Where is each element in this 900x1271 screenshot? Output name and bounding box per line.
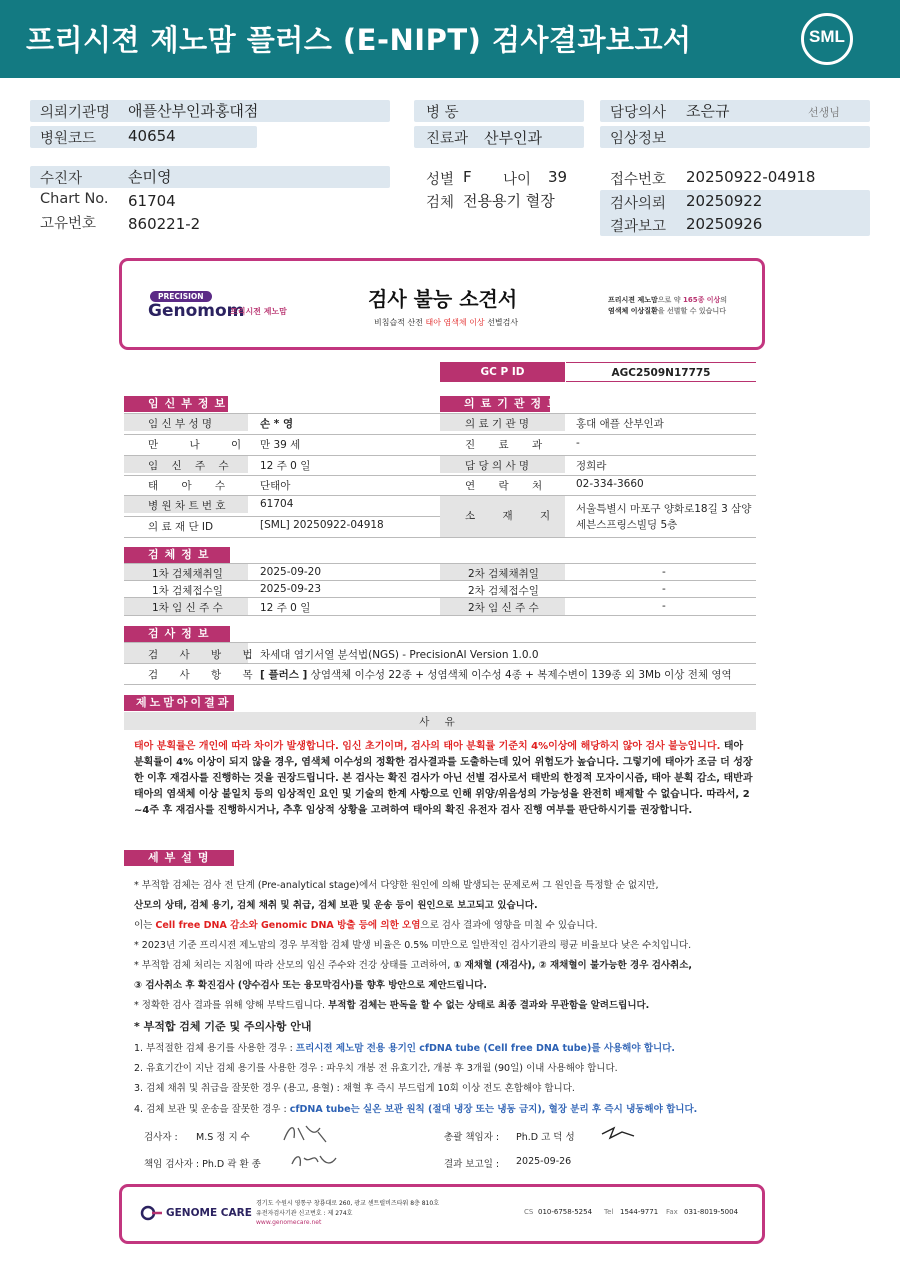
guide-title: * 부적합 검체 기준 및 주의사항 안내 [134,1020,312,1033]
doctor-value: 조은규 [686,102,730,120]
s1-wk-value: 12 주 0 일 [260,602,311,614]
section-test-info: 검사정보 [124,626,230,642]
m-addr-value-1: 서울특별시 마포구 양화로18길 3 삼양 [576,503,752,515]
ward-label: 병 동 [426,105,459,121]
responsible-tester: 책임 검사자 : Ph.D 곽 환 종 [144,1159,261,1170]
chart-value: 61704 [128,192,176,210]
m-dept-label: 진 료 과 [465,439,553,451]
guide-line-3: 3. 검체 채취 및 취급을 잘못한 경우 (용고, 용혈) : 채혈 후 즉시 부드럽게 10회 이상 전도 혼합해야 합니다. [134,1083,575,1094]
specimen-label: 검체 [426,195,455,211]
sml-logo-text: SML [809,27,845,46]
detail-line-1: * 부적합 검체는 검사 전 단계 (Pre-analytical stage)에서 다양한 원인에 의해 발생되는 문제로써 그 원인을 특정할 순 없지만, [134,880,659,891]
report-header-card [119,258,765,350]
p-weeks-value: 12 주 0 일 [260,460,311,472]
footer-address-2: 유전자검사기관 신고번호 : 제 274호 [256,1210,353,1217]
guide-line-4: 4. 검체 보관 및 운송을 잘못한 경우 : cfDNA tube는 실온 보관 원칙 (절대 냉장 또는 냉동 금지), 혈장 분리 후 즉시 냉동해야 합니다. [134,1104,698,1115]
detail-line-4: * 2023년 기준 프리시젼 제노맘의 경우 부적합 검체 발생 비율은 0.5% 미만으로 일반적인 검사기관의 평균 비율보다 낮은 수치입니다. [134,940,692,951]
m-tel-value: 02-334-3660 [576,478,644,490]
clinical-label: 임상정보 [610,131,667,147]
p-age-label: 만 나 이 [148,439,256,451]
section-result: 제노맘아이결과 [124,695,234,711]
m-tel-label: 연 락 처 [465,480,553,492]
chief-signature-icon [600,1124,636,1142]
s2-recv-label: 2차 검체접수일 [468,585,539,597]
promo-line-2: 염색체 이상질환을 선별할 수 있습니다 [608,307,726,315]
patient-label: 수진자 [40,171,83,187]
reason-label: 사 유 [419,716,461,728]
tester-name: M.S 정 지 수 [196,1132,250,1143]
guide-line-2: 2. 유효기간이 지난 검체 용기를 사용한 경우 : 파우치 개봉 전 유효기간, 개봉 후 3개월 (90일) 이내 사용해야 합니다. [134,1063,618,1074]
section-detail: 세부설명 [124,850,234,866]
section-medical-info: 의료기관정보 [440,396,550,412]
guide-line-1: 1. 부적절한 검체 용기를 사용한 경우 : 프리시젼 제노맘 전용 용기인 cfDNA tube (Cell free DNA tube)를 사용해야 합니다. [134,1043,675,1054]
m-inst-value: 홍대 애플 산부인과 [576,418,664,430]
accession-label: 접수번호 [610,172,667,188]
cs-value: 010-6758-5254 [538,1208,593,1216]
m-addr-value-2: 세븐스프링스빌딩 5층 [576,519,678,531]
genome-care-logo-icon [140,1205,164,1221]
m-addr-label: 소 재 지 [465,510,563,522]
sex-value: F [463,168,472,186]
tester-label: 검사자 : [144,1132,178,1143]
detail-line-5: * 부적합 검체 처리는 지침에 따라 산모의 임신 주수와 건강 상태를 고려하여, ① 재채혈 (재검사), ② 재채혈이 불가능한 경우 검사취소, [134,960,693,971]
s1-wk-label: 1차 임 신 주 수 [152,602,223,614]
brand-kr: 프리시젼 제노맘 [230,307,287,316]
hospital-value: 애플산부인과홍대점 [128,102,259,120]
fax-label: Fax [666,1208,678,1216]
promo-line-1: 프리시젼 제노맘으로 약 165종 이상의 [608,296,728,304]
chief-name: Ph.D 고 덕 성 [516,1132,575,1143]
reason-header [124,712,756,730]
accession-value: 20250922-04918 [686,168,816,186]
p-name-value: 손 * 영 [260,418,294,430]
method-label: 검 사 방 법 [148,649,262,661]
header-bar [0,0,900,78]
report-label: 결과보고 [610,219,667,235]
s2-wk-value: - [662,600,666,612]
result-date-label: 결과 보고일 : [444,1159,500,1170]
section-specimen-info: 검체정보 [124,547,230,563]
tel-value: 1544-9771 [620,1208,659,1216]
sex-label: 성별 [426,172,455,188]
report-subtitle: 비침습적 산전 태아 염색체 이상 선별검사 [374,318,519,327]
detail-line-3: 이는 Cell free DNA 감소와 Genomic DNA 방출 등에 의한 오염으로 검사 결과에 영향을 미칠 수 있습니다. [134,920,598,931]
p-chart-label: 병 원 차 트 번 호 [148,500,226,512]
s2-coll-value: - [662,566,666,578]
reason-text: 태아 분획률은 개인에 따라 차이가 발생합니다. 임신 초기이며, 검사의 태아 분획률 기준치 4%이상에 해당하지 않아 검사 불능입니다. 태아 분획률이 4% 이상이 되지 않을 경우, 염색체 이수성의 정확한 검사결과를 도출하는데 있어 위험도가 높습니다. 그렇기에 태아가 조금 더 성장한 이후 재검사를 진행하는 것을 권장드립니다. 본 검사는 확진 검사가 아닌 선별 검사로서 태반의 한정적 모자이시즘, 태아 분획 감소, 태반과 태아의 염색체 이상 불일치 등의 임상적인 요인 및 기술의 한계 사항으로 인해 위양/위음성의 가능성을 완전히 배제할 수 없습니다. 따라서, 2~4주 후 재검사를 진행하시거나, 추후 임상적 상황을 고려하여 태아의 확진 유전자 검사 진행 여부를 판단하시기를 권장합니다. [134,741,753,816]
footer-address-1: 경기도 수원시 영통구 창룡대로 260, 광교 센트럴비즈타워 8층 810호 [256,1200,439,1207]
age-value: 39 [548,168,568,186]
specimen-value: 전용용기 혈장 [463,192,555,210]
gcp-id-value: AGC2509N17775 [566,362,756,382]
m-doc-label: 담 당 의 사 명 [465,460,530,472]
m-dept-value: - [576,437,580,449]
dept-label: 진료과 [426,131,469,147]
p-medid-value: [SML] 20250922-04918 [260,519,384,531]
s1-recv-label: 1차 검체접수일 [152,585,223,597]
code-label: 병원코드 [40,131,97,147]
p-fetus-label: 태 아 수 [148,480,236,492]
dept-value: 산부인과 [484,129,542,147]
footer-card [119,1184,765,1244]
request-label: 검사의뢰 [610,196,667,212]
m-doc-value: 정희라 [576,460,607,472]
s2-coll-label: 2차 검체채취일 [468,568,539,580]
brand-badge: PRECISION [150,291,212,302]
doctor-label: 담당의사 [610,105,667,121]
chief-label: 총괄 책임자 : [444,1132,500,1143]
s1-coll-label: 1차 검체채취일 [152,568,223,580]
s2-wk-label: 2차 임 신 주 수 [468,602,539,614]
method-value: 차세대 염기서열 분석법(NGS) - PrecisionAI Version 1.0.0 [260,649,539,661]
responsible-signature-icon [288,1148,340,1172]
uid-label: 고유번호 [40,216,97,232]
hospital-label: 의뢰기관명 [40,105,111,121]
page-title: 프리시젼 제노맘 플러스 (E-NIPT) 검사결과보고서 [26,23,692,57]
code-value: 40654 [128,127,176,145]
s2-recv-value: - [662,583,666,595]
tester-signature-icon [280,1120,336,1146]
s1-coll-value: 2025-09-20 [260,566,322,578]
p-age-value: 만 39 세 [260,439,301,451]
m-inst-label: 의 료 기 관 명 [465,418,530,430]
items-label: 검 사 항 목 [148,669,262,681]
report-value: 20250926 [686,215,763,233]
detail-line-7: * 정확한 검사 결과를 위해 양해 부탁드립니다. 부적합 검체는 판독을 할 수 없는 상태로 최종 결과와 무관함을 알려드립니다. [134,1000,650,1011]
patient-value: 손미영 [128,168,172,186]
info-bar [30,166,390,188]
request-value: 20250922 [686,192,763,210]
tel-label: Tel [604,1208,614,1216]
doctor-suffix: 선생님 [808,106,840,119]
age-label: 나이 [503,172,532,188]
gcp-id-label: GC P ID [440,362,565,382]
s1-recv-value: 2025-09-23 [260,583,322,595]
cs-label: CS [524,1208,534,1216]
report-title: 검사 불능 소견서 [368,287,518,311]
detail-line-6: ③ 검사취소 후 확진검사 (양수검사 또는 융모막검사)를 향후 방안으로 제안드립니다. [134,980,487,991]
result-date-value: 2025-09-26 [516,1156,572,1167]
brand-name: Genomom [148,301,245,321]
items-value: [ 플러스 ] 상염색체 이수성 22종 + 성염색체 이수성 4종 + 복제수변이 139종 외 3Mb 이상 전체 영역 [260,669,732,681]
p-medid-label: 의 료 재 단 ID [148,521,214,533]
uid-value: 860221-2 [128,215,201,233]
company-name: GENOME CARE [166,1207,252,1219]
detail-line-2: 산모의 상태, 검체 용기, 검체 채취 및 취급, 검체 보관 및 운송 등이 원인으로 보고되고 있습니다. [134,900,538,911]
chart-label: Chart No. [40,191,109,207]
footer-website: www.genomecare.net [256,1219,322,1226]
fax-value: 031-8019-5004 [684,1208,739,1216]
section-pregnant-info: 임신부정보 [124,396,228,412]
p-weeks-label: 임 신 주 수 [148,460,234,472]
p-name-label: 임 신 부 성 명 [148,418,213,430]
p-chart-value: 61704 [260,498,294,510]
p-fetus-value: 단태아 [260,480,291,492]
